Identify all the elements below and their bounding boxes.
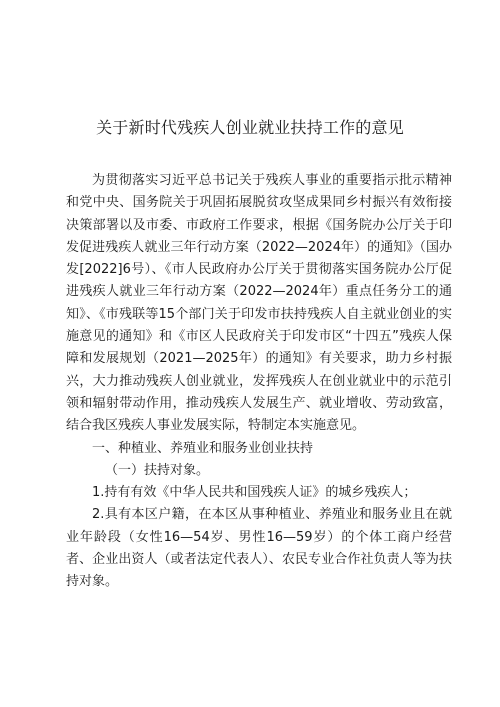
subsection-heading-1: （一）扶持对象。	[105, 462, 210, 478]
intro-paragraph: 为贯彻落实习近平总书记关于残疾人事业的重要指示批示精神和党中央、国务院关于巩固拓展脱贫攻坚成果同乡村振兴有效衔接决策部署以及市委、市政府工作要求，根据《国务院办公厅关于印发促进残疾人就业三年行动方案（2022—2024年）的通知》（国办发[2022]6号）、《市人民政府办公厅关于贯彻落实国务院办公厅促进残疾人就业三年行动方案（2022—2024年）重点任务分工的通知》、《市残联等15个部门关于印发市扶持残疾人自主就业创业的实施意见的通知》和《市区人民政府关于印发市区“十四五”残疾人保障和发展规划（2021—2025年）的通知》有关要求，助力乡村振兴，大力推动残疾人创业就业，发挥残疾人在创业就业中的示范引领和辐射带动作用，推动残疾人发展生产、就业增收、劳动致富，结合我区残疾人事业发展实际，特制定本实施意见。	[66, 173, 452, 434]
list-item-1: 1.持有有效《中华人民共和国残疾人证》的城乡残疾人；	[92, 485, 417, 501]
document-body	[66, 170, 452, 594]
document-title: 关于新时代残疾人创业就业扶持工作的意见	[96, 118, 404, 137]
section-heading-1: 一、种植业、养殖业和服务业创业扶持	[92, 440, 314, 456]
list-item-2: 2.具有本区户籍，在本区从事种植业、养殖业和服务业且在就业年龄段（女性16—54岁、男性16—59岁）的个体工商户经营者、企业出资人（或者法定代表人）、农民专业合作社负责人等为扶持对象。	[66, 507, 452, 590]
